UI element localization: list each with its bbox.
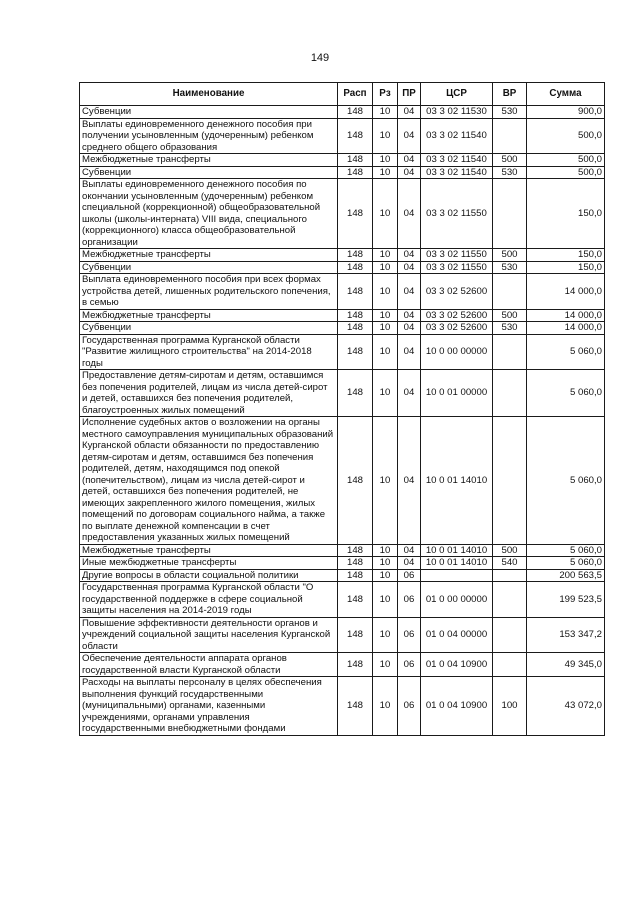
cell-name: Выплаты единовременного денежного пособия при получении усыновленным (удочеренным) ребенком среднего общего образования (80, 118, 338, 154)
cell-name: Обеспечение деятельности аппарата органов государственной власти Курганской области (80, 653, 338, 677)
table-row (80, 166, 605, 179)
cell-vr: 500 (493, 154, 527, 167)
cell-rasp: 148 (338, 106, 373, 119)
cell-vr (493, 118, 527, 154)
cell-pr: 04 (398, 334, 421, 370)
cell-csr: 03 3 02 11540 (421, 118, 493, 154)
cell-csr: 10 0 01 14010 (421, 544, 493, 557)
table-row (80, 582, 605, 618)
cell-sum: 153 347,2 (527, 617, 605, 653)
cell-csr: 03 3 02 11550 (421, 249, 493, 262)
cell-rz: 10 (373, 653, 398, 677)
cell-sum: 150,0 (527, 179, 605, 249)
cell-rasp: 148 (338, 677, 373, 736)
cell-name: Исполнение судебных актов о возложении на органы местного самоуправления муниципальных образований Курганской области обязанности по предоставлению детям-сиротам и детям, оставшимся без попечения родителей, детям, находящимся под опекой (попечительством), лицам из числа детей-сирот и детей, оставшихся без попечения родителей, не имеющих закрепленного жилого помещения, жилых помещений по договорам социального найма, а также по выплате денежной компенсации в счет предоставления указанных жилых помещений (80, 417, 338, 545)
cell-pr: 04 (398, 179, 421, 249)
header-rz: Рз (373, 83, 398, 106)
cell-rasp: 148 (338, 309, 373, 322)
cell-vr: 540 (493, 557, 527, 570)
cell-csr (421, 569, 493, 582)
cell-rasp: 148 (338, 582, 373, 618)
cell-pr: 06 (398, 653, 421, 677)
cell-rasp: 148 (338, 544, 373, 557)
cell-rz: 10 (373, 322, 398, 335)
table-header-row (80, 83, 605, 106)
cell-rz: 10 (373, 582, 398, 618)
cell-rz: 10 (373, 249, 398, 262)
cell-vr (493, 370, 527, 417)
cell-rasp: 148 (338, 417, 373, 545)
cell-name: Предоставление детям-сиротам и детям, оставшимся без попечения родителей, лицам из числа детей-сирот и детей, оставшихся без попечения родителей, благоустроенных жилых помещений (80, 370, 338, 417)
cell-pr: 04 (398, 322, 421, 335)
cell-sum: 43 072,0 (527, 677, 605, 736)
table-row (80, 544, 605, 557)
cell-rz: 10 (373, 309, 398, 322)
table-row (80, 653, 605, 677)
cell-vr (493, 417, 527, 545)
cell-vr (493, 179, 527, 249)
cell-rasp: 148 (338, 249, 373, 262)
cell-rasp: 148 (338, 179, 373, 249)
cell-pr: 04 (398, 544, 421, 557)
cell-vr (493, 569, 527, 582)
cell-rz: 10 (373, 154, 398, 167)
cell-sum: 500,0 (527, 166, 605, 179)
cell-sum: 5 060,0 (527, 417, 605, 545)
cell-sum: 5 060,0 (527, 544, 605, 557)
cell-name: Субвенции (80, 322, 338, 335)
cell-pr: 04 (398, 309, 421, 322)
cell-pr: 04 (398, 417, 421, 545)
cell-sum: 200 563,5 (527, 569, 605, 582)
cell-csr: 03 3 02 52600 (421, 309, 493, 322)
cell-csr: 01 0 00 00000 (421, 582, 493, 618)
header-rasp: Расп (338, 83, 373, 106)
cell-vr: 500 (493, 309, 527, 322)
cell-sum: 5 060,0 (527, 334, 605, 370)
table-row (80, 118, 605, 154)
cell-pr: 04 (398, 370, 421, 417)
cell-csr: 10 0 01 14010 (421, 557, 493, 570)
cell-rz: 10 (373, 166, 398, 179)
header-pr: ПР (398, 83, 421, 106)
cell-vr (493, 582, 527, 618)
table-row (80, 370, 605, 417)
cell-pr: 06 (398, 677, 421, 736)
cell-vr (493, 334, 527, 370)
header-sum: Сумма (527, 83, 605, 106)
cell-rz: 10 (373, 118, 398, 154)
cell-csr: 01 0 04 10900 (421, 677, 493, 736)
cell-csr: 10 0 00 00000 (421, 334, 493, 370)
cell-name: Государственная программа Курганской области "Развитие жилищного строительства" на 2014-2018 годы (80, 334, 338, 370)
cell-vr: 500 (493, 249, 527, 262)
cell-pr: 04 (398, 249, 421, 262)
table-row (80, 322, 605, 335)
cell-sum: 199 523,5 (527, 582, 605, 618)
cell-pr: 06 (398, 569, 421, 582)
cell-rz: 10 (373, 544, 398, 557)
page-number: 149 (310, 52, 330, 64)
header-name: Наименование (80, 83, 338, 106)
cell-csr: 03 3 02 11530 (421, 106, 493, 119)
cell-name: Субвенции (80, 166, 338, 179)
cell-pr: 04 (398, 106, 421, 119)
cell-csr: 03 3 02 11540 (421, 166, 493, 179)
cell-sum: 5 060,0 (527, 557, 605, 570)
cell-rz: 10 (373, 557, 398, 570)
cell-sum: 500,0 (527, 154, 605, 167)
cell-name: Расходы на выплаты персоналу в целях обеспечения выполнения функций государственными (муниципальными) органами, казенными учреждениями, органами управления государственными внебюджетными фондами (80, 677, 338, 736)
cell-name: Субвенции (80, 106, 338, 119)
cell-sum: 500,0 (527, 118, 605, 154)
cell-pr: 04 (398, 557, 421, 570)
cell-rasp: 148 (338, 569, 373, 582)
cell-pr: 04 (398, 166, 421, 179)
cell-sum: 14 000,0 (527, 274, 605, 310)
header-vr: ВР (493, 83, 527, 106)
table-row (80, 309, 605, 322)
table-row (80, 106, 605, 119)
cell-vr: 530 (493, 106, 527, 119)
cell-rz: 10 (373, 417, 398, 545)
cell-rz: 10 (373, 334, 398, 370)
cell-vr: 530 (493, 261, 527, 274)
cell-pr: 04 (398, 274, 421, 310)
table-row (80, 617, 605, 653)
cell-name: Межбюджетные трансферты (80, 249, 338, 262)
cell-pr: 04 (398, 154, 421, 167)
cell-name: Межбюджетные трансферты (80, 154, 338, 167)
cell-vr (493, 617, 527, 653)
header-csr: ЦСР (421, 83, 493, 106)
cell-csr: 03 3 02 52600 (421, 322, 493, 335)
cell-rasp: 148 (338, 653, 373, 677)
cell-name: Межбюджетные трансферты (80, 544, 338, 557)
cell-rz: 10 (373, 370, 398, 417)
cell-vr: 530 (493, 322, 527, 335)
cell-name: Повышение эффективности деятельности органов и учреждений социальной защиты населения Курганской области (80, 617, 338, 653)
cell-pr: 04 (398, 118, 421, 154)
cell-vr: 100 (493, 677, 527, 736)
table-body (80, 106, 605, 736)
cell-sum: 150,0 (527, 261, 605, 274)
cell-vr (493, 274, 527, 310)
cell-name: Субвенции (80, 261, 338, 274)
table-row (80, 334, 605, 370)
cell-rz: 10 (373, 569, 398, 582)
cell-sum: 49 345,0 (527, 653, 605, 677)
cell-pr: 06 (398, 582, 421, 618)
cell-vr: 530 (493, 166, 527, 179)
cell-rz: 10 (373, 617, 398, 653)
cell-sum: 5 060,0 (527, 370, 605, 417)
cell-pr: 06 (398, 617, 421, 653)
table-row (80, 274, 605, 310)
cell-rasp: 148 (338, 274, 373, 310)
table-row (80, 569, 605, 582)
cell-csr: 10 0 01 00000 (421, 370, 493, 417)
cell-vr: 500 (493, 544, 527, 557)
cell-csr: 03 3 02 11540 (421, 154, 493, 167)
cell-csr: 01 0 04 00000 (421, 617, 493, 653)
cell-rasp: 148 (338, 334, 373, 370)
cell-rz: 10 (373, 274, 398, 310)
table-row (80, 179, 605, 249)
table-row (80, 417, 605, 545)
cell-vr (493, 653, 527, 677)
cell-csr: 01 0 04 10900 (421, 653, 493, 677)
cell-rasp: 148 (338, 557, 373, 570)
table-row (80, 677, 605, 736)
cell-rasp: 148 (338, 322, 373, 335)
cell-pr: 04 (398, 261, 421, 274)
cell-name: Государственная программа Курганской области "О государственной поддержке в сфере социальной защиты населения на 2014-2019 годы (80, 582, 338, 618)
cell-csr: 03 3 02 11550 (421, 261, 493, 274)
cell-csr: 03 3 02 11550 (421, 179, 493, 249)
table-row (80, 154, 605, 167)
cell-name: Выплаты единовременного денежного пособия по окончании усыновленным (удочеренным) ребенком специальной (коррекционной) общеобразовательной школы (школы-интерната) VIII вида, специального (коррекционного) класса общеобразовательной организации (80, 179, 338, 249)
cell-rasp: 148 (338, 617, 373, 653)
cell-sum: 150,0 (527, 249, 605, 262)
cell-rasp: 148 (338, 118, 373, 154)
cell-name: Иные межбюджетные трансферты (80, 557, 338, 570)
cell-csr: 03 3 02 52600 (421, 274, 493, 310)
table-row (80, 261, 605, 274)
cell-rasp: 148 (338, 166, 373, 179)
cell-name: Межбюджетные трансферты (80, 309, 338, 322)
cell-rz: 10 (373, 677, 398, 736)
budget-table (79, 82, 605, 736)
cell-csr: 10 0 01 14010 (421, 417, 493, 545)
cell-sum: 14 000,0 (527, 322, 605, 335)
cell-sum: 900,0 (527, 106, 605, 119)
cell-rasp: 148 (338, 154, 373, 167)
cell-rasp: 148 (338, 370, 373, 417)
table-row (80, 249, 605, 262)
cell-name: Выплата единовременного пособия при всех формах устройства детей, лишенных родительского попечения, в семью (80, 274, 338, 310)
table-row (80, 557, 605, 570)
cell-rz: 10 (373, 106, 398, 119)
cell-name: Другие вопросы в области социальной политики (80, 569, 338, 582)
cell-rz: 10 (373, 261, 398, 274)
cell-rz: 10 (373, 179, 398, 249)
cell-rasp: 148 (338, 261, 373, 274)
cell-sum: 14 000,0 (527, 309, 605, 322)
